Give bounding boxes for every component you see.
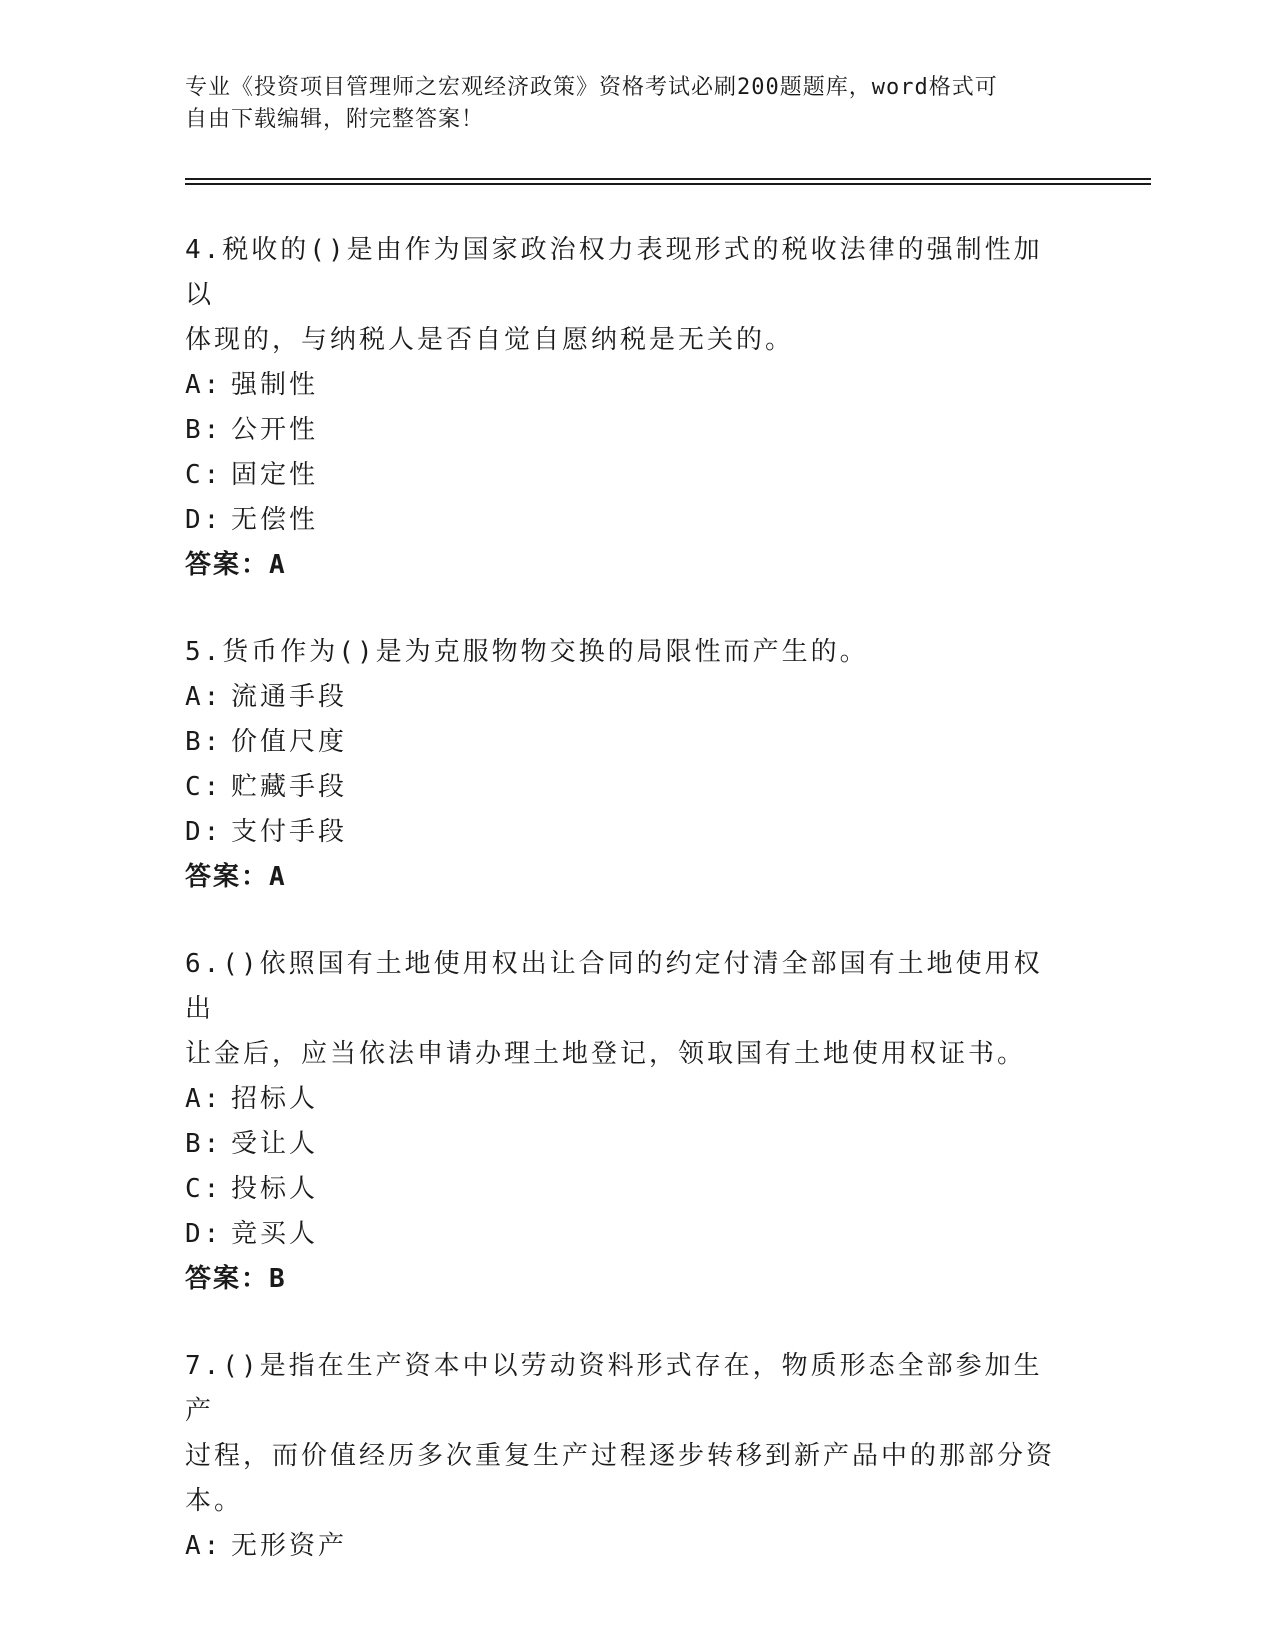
question-stem-line: 5.货币作为()是为克服物物交换的局限性而产生的。 (185, 637, 869, 667)
question-stem (185, 630, 1065, 675)
answer-line: 答案：A (185, 862, 287, 892)
option-letter: C: (185, 460, 223, 490)
option-a (185, 363, 1065, 408)
option-letter: A: (185, 1084, 223, 1114)
option-d (185, 810, 1065, 855)
header-divider-top (185, 178, 1151, 180)
question-stem-line: 过程，而价值经历多次重复生产过程逐步转移到新产品中的那部分资 (185, 1441, 1056, 1471)
question-5 (185, 630, 1065, 900)
header-line-2: 自由下载编辑，附完整答案！ (185, 107, 485, 132)
question-stem-line: 本。 (185, 1486, 244, 1516)
question-stem-line: 体现的，与纳税人是否自觉自愿纳税是无关的。 (185, 325, 795, 355)
option-letter: A: (185, 370, 223, 400)
question-list (185, 228, 1065, 1611)
option-text: 竞买人 (231, 1219, 319, 1249)
question-stem-line: 6.()依照国有土地使用权出让合同的约定付清全部国有土地使用权出 (185, 949, 1043, 1024)
question-7 (185, 1344, 1065, 1569)
option-c (185, 453, 1065, 498)
question-stem-line: 7.()是指在生产资本中以劳动资料形式存在，物质形态全部参加生产 (185, 1351, 1043, 1426)
option-c (185, 765, 1065, 810)
option-letter: D: (185, 1219, 223, 1249)
option-c (185, 1167, 1065, 1212)
option-b (185, 720, 1065, 765)
option-text: 招标人 (231, 1084, 319, 1114)
question-stem-line: 让金后，应当依法申请办理土地登记，领取国有土地使用权证书。 (185, 1039, 1027, 1069)
question-stem-line: 4.税收的()是由作为国家政治权力表现形式的税收法律的强制性加以 (185, 235, 1043, 310)
option-letter: D: (185, 817, 223, 847)
option-text: 固定性 (231, 460, 319, 490)
option-text: 受让人 (231, 1129, 319, 1159)
question-6 (185, 942, 1065, 1302)
option-text: 支付手段 (231, 817, 348, 847)
answer-line: 答案：A (185, 550, 287, 580)
question-stem (185, 228, 1065, 363)
option-text: 强制性 (231, 370, 319, 400)
option-letter: B: (185, 1129, 223, 1159)
option-b (185, 1122, 1065, 1167)
option-text: 无形资产 (231, 1531, 348, 1561)
option-b (185, 408, 1065, 453)
question-stem (185, 942, 1065, 1077)
option-text: 价值尺度 (231, 727, 348, 757)
option-letter: B: (185, 415, 223, 445)
answer-line: 答案：B (185, 1264, 287, 1294)
option-letter: D: (185, 505, 223, 535)
option-letter: A: (185, 682, 223, 712)
option-text: 投标人 (231, 1174, 319, 1204)
option-text: 无偿性 (231, 505, 319, 535)
question-stem (185, 1344, 1065, 1524)
option-text: 公开性 (231, 415, 319, 445)
option-letter: A: (185, 1531, 223, 1561)
option-letter: C: (185, 1174, 223, 1204)
option-a (185, 675, 1065, 720)
option-d (185, 1212, 1065, 1257)
option-letter: B: (185, 727, 223, 757)
document-header (185, 72, 1065, 136)
option-a (185, 1077, 1065, 1122)
option-text: 贮藏手段 (231, 772, 348, 802)
option-a (185, 1524, 1065, 1569)
option-text: 流通手段 (231, 682, 348, 712)
header-divider-bottom (185, 183, 1151, 185)
option-d (185, 498, 1065, 543)
option-letter: C: (185, 772, 223, 802)
question-4 (185, 228, 1065, 588)
header-line-1: 专业《投资项目管理师之宏观经济政策》资格考试必刷200题题库，word格式可 (185, 75, 998, 100)
